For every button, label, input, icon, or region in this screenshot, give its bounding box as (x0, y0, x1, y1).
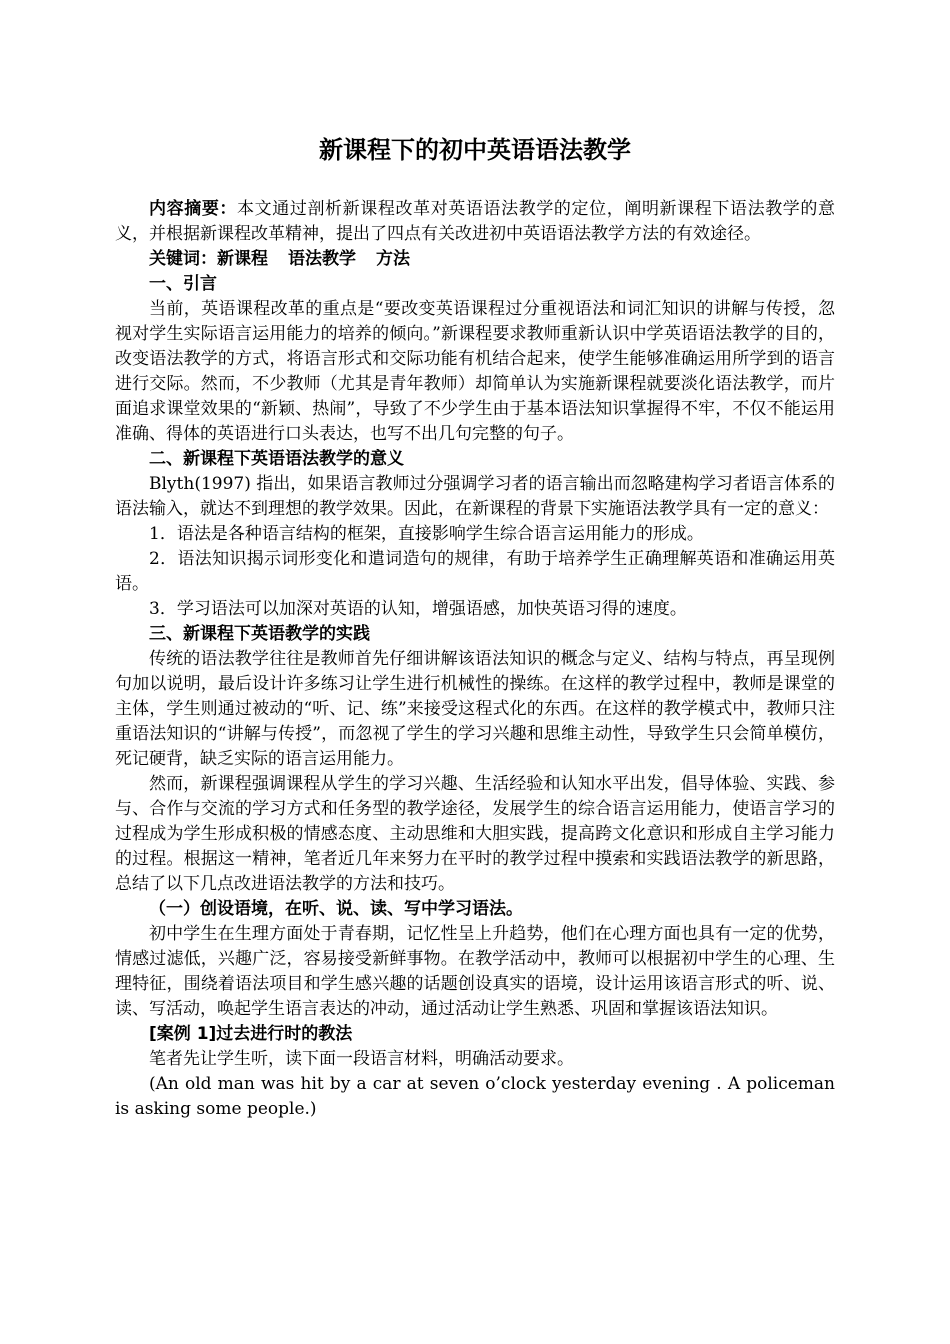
section-heading: 一、引言 (149, 274, 217, 294)
list-item: 3．学习语法可以加深对英语的认知，增强语感，加快英语习得的速度。 (149, 599, 687, 619)
english-example: (An old man was hit by a car at seven o’clock yesterday evening . A policeman is asking some people.) (115, 1074, 835, 1119)
paragraph: 当前，英语课程改革的重点是“要改变英语课程过分重视语法和词汇知识的讲解与传授，忽视对学生实际语言运用能力的培养的倾向。”新课程要求教师重新认识中学英语语法教学的目的，改变语法教学的方式，将语言形式和交际功能有机结合起来，使学生能够准确运用所学到的语言进行交际。然而，不少教师（尤其是青年教师）却简单认为实施新课程就要淡化语法教学，而片面追求课堂效果的“新颖、热闹”，导致了不少学生由于基本语法知识掌握得不牢，不仅不能运用准确、得体的英语进行口头表达，也写不出几句完整的句子。 (115, 299, 835, 444)
keywords-label: 关键词： (149, 249, 217, 269)
list-item: 1．语法是各种语言结构的框架，直接影响学生综合语言运用能力的形成。 (149, 524, 704, 544)
abstract-label: 内容摘要： (149, 199, 238, 219)
paragraph: 初中学生在生理方面处于青春期，记忆性呈上升趋势，他们在心理方面也具有一定的优势，情感过滤低，兴趣广泛，容易接受新鲜事物。在教学活动中，教师可以根据初中学生的心理、生理特征，围绕着语法项目和学生感兴趣的话题创设真实的语境，设计运用该语言形式的听、说、读、写活动，唤起学生语言表达的冲动，通过活动让学生熟悉、巩固和掌握该语法知识。 (115, 924, 835, 1019)
keyword: 方法 (376, 249, 410, 269)
keyword: 语法教学 (288, 249, 356, 269)
list-item: 2．语法知识揭示词形变化和遣词造句的规律，有助于培养学生正确理解英语和准确运用英语。 (115, 549, 835, 594)
paragraph: 传统的语法教学往往是教师首先仔细讲解该语法知识的概念与定义、结构与特点，再呈现例句加以说明，最后设计许多练习让学生进行机械性的操练。在这样的教学过程中，教师是课堂的主体，学生则通过被动的“听、记、练”来接受这程式化的东西。在这样的教学模式中，教师只注重语法知识的“讲解与传授”，而忽视了学生的学习兴趣和思维主动性，导致学生只会简单模仿，死记硬背，缺乏实际的语言运用能力。 (115, 649, 835, 769)
section-heading: 三、新课程下英语教学的实践 (149, 624, 370, 644)
paragraph: 笔者先让学生听，读下面一段语言材料，明确活动要求。 (149, 1049, 574, 1069)
keyword: 新课程 (217, 249, 268, 269)
keywords-line (115, 247, 835, 272)
abstract-text: 本文通过剖析新课程改革对英语语法教学的定位，阐明新课程下语法教学的意义，并根据新课程改革精神，提出了四点有关改进初中英语语法教学方法的有效途径。 (115, 199, 836, 244)
case-heading: [案例 1]过去进行时的教法 (149, 1024, 353, 1044)
paragraph: Blyth(1997) 指出，如果语言教师过分强调学习者的语言输出而忽略建构学习者语言体系的语法输入，就达不到理想的教学效果。因此，在新课程的背景下实施语法教学具有一定的意义： (115, 474, 835, 519)
paragraph: 然而，新课程强调课程从学生的学习兴趣、生活经验和认知水平出发，倡导体验、实践、参与、合作与交流的学习方式和任务型的教学途径，发展学生的综合语言运用能力，使语言学习的过程成为学生形成积极的情感态度、主动思维和大胆实践，提高跨文化意识和形成自主学习能力的过程。根据这一精神，笔者近几年来努力在平时的教学过程中摸索和实践语法教学的新思路，总结了以下几点改进语法教学的方法和技巧。 (115, 774, 835, 894)
section-heading: 二、新课程下英语语法教学的意义 (149, 449, 404, 469)
abstract-paragraph (115, 197, 835, 247)
subsection-heading: （一）创设语境，在听、说、读、写中学习语法。 (149, 899, 523, 919)
document-title: 新课程下的初中英语语法教学 (319, 136, 631, 164)
document-body (115, 197, 835, 1122)
